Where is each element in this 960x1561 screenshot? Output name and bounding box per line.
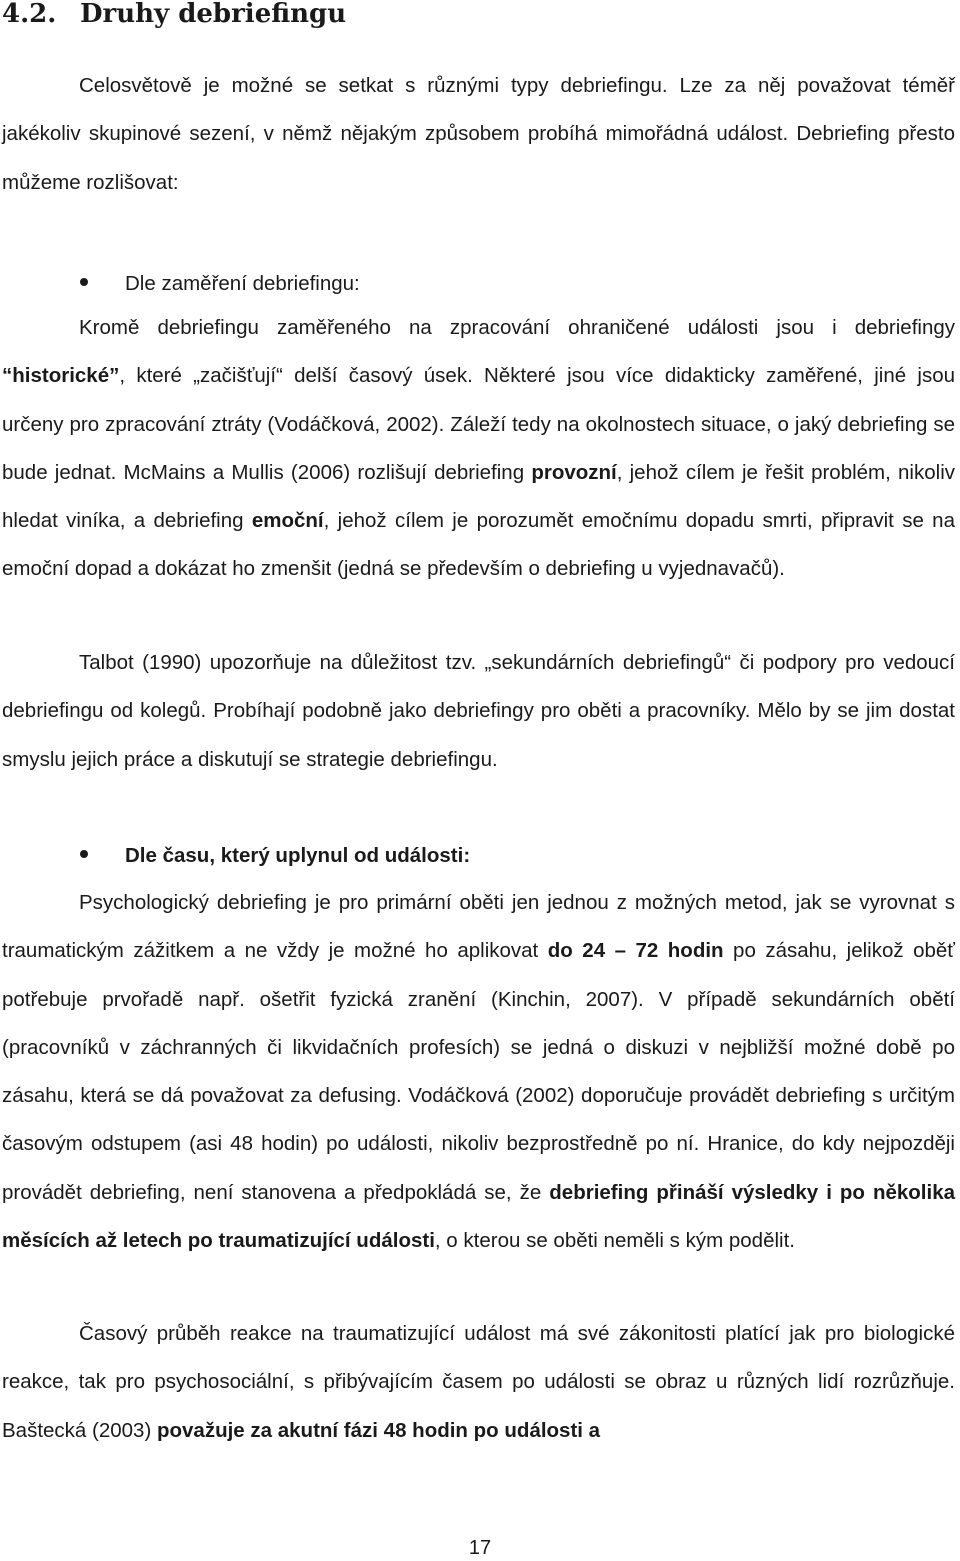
page-number: 17 <box>468 1537 492 1559</box>
emphasis-acute-phase: považuje za akutní fázi 48 hodin po události a <box>156 1418 601 1442</box>
text-run: , jehož cílem je řešit problém, nikoliv hledat viníka, a debriefing <box>2 460 955 533</box>
bullet-icon <box>80 278 88 286</box>
text-run: , jehož cílem je porozumět emočnímu dopadu smrti, připravit se na emoční dopad a dokázat ho zmenšit (jedná se především o debriefing u vyjednavačů). <box>2 509 955 581</box>
emphasis-hours: do 24 – 72 hodin <box>547 939 724 963</box>
text-run: , které <box>119 364 194 388</box>
bullet-title-time: Dle času, který uplynul od události: <box>125 844 471 867</box>
text-run: delší časový úsek. Některé jsou více didakticky zaměřené, jiné jsou určeny pro zpracování ztráty (Vodáčková, 2002). Záleží tedy na okolnostech situace, o jaký debriefing se bude jednat. McMains a Mullis (2006) rozlišují debriefing <box>2 364 955 484</box>
intro-paragraph: Celosvětově je možné se setkat s různými typy debriefingu. Lze za něj považovat téměř jakékoliv skupinové sezení, v němž nějakým způsobem probíhá mimořádná událost. Debriefing přesto můžeme rozlišovat: <box>2 74 955 194</box>
paragraph-time-course <box>2 1310 955 1455</box>
text-run: Časový průběh reakce na traumatizující událost má své zákonitosti platící jak pro biologické reakce, tak pro psychosociální, s přibývajícím časem po události se obraz u různých lidí rozrůzňuje. Baštecká (2003) <box>2 1322 955 1442</box>
paragraph-secondary-debriefing: Talbot (1990) upozorňuje na důležitost tzv. „sekundárních debriefingů“ či podpory pro vedoucí debriefingu od kolegů. Probíhají podobně jako debriefingy pro oběti a pracovníky. Mělo by se jim dostat smyslu jejich práce a diskutují se strategie debriefingu. <box>2 651 955 771</box>
term-operational: provozní <box>531 460 617 484</box>
section-title: Druhy debriefingu <box>80 0 347 29</box>
bullet-title-focus: Dle zaměření debriefingu: <box>125 272 360 295</box>
text-run: Psychologický debriefing je pro primární oběti jen jednou z možných metod, jak se vyrovnat s traumatickým zážitkem a ne vždy je možné ho aplikovat <box>2 891 955 963</box>
text-run: po zásahu, jelikož oběť potřebuje prvořadě např. ošetřit fyzická zranění (Kinchin, 2007). V případě sekundárních obětí (pracovníků v záchranných či likvidačních profesích) se jedná o diskuzi v nejbližší možné době po zásahu, která se dá považovat za defusing. Vodáčková (2002) doporučuje provádět debriefing s určitým časovým odstupem (asi 48 hodin) po události, nikoliv bezprostředně po ní. Hranice, do kdy nejpozději provádět debriefing, není stanovena a předpokládá se, že <box>2 939 955 1204</box>
term-historical: “historické” <box>2 364 120 388</box>
section-heading <box>2 0 346 34</box>
section-number: 4.2. <box>2 0 57 29</box>
bullet-icon <box>80 850 88 858</box>
text-run: , o kterou se oběti neměli s kým podělit. <box>434 1229 795 1253</box>
term-emotional: emoční <box>251 509 324 533</box>
emphasis-results: debriefing přináší výsledky i po několika měsících až letech po traumatizující události <box>2 1180 955 1253</box>
paragraph-timing <box>2 879 955 1265</box>
term-cleanup: „začišťují“ <box>193 364 283 388</box>
paragraph-focus-types <box>2 304 955 594</box>
text-run: Kromě debriefingu zaměřeného na zpracování ohraničené události jsou i debriefingy <box>79 316 955 339</box>
